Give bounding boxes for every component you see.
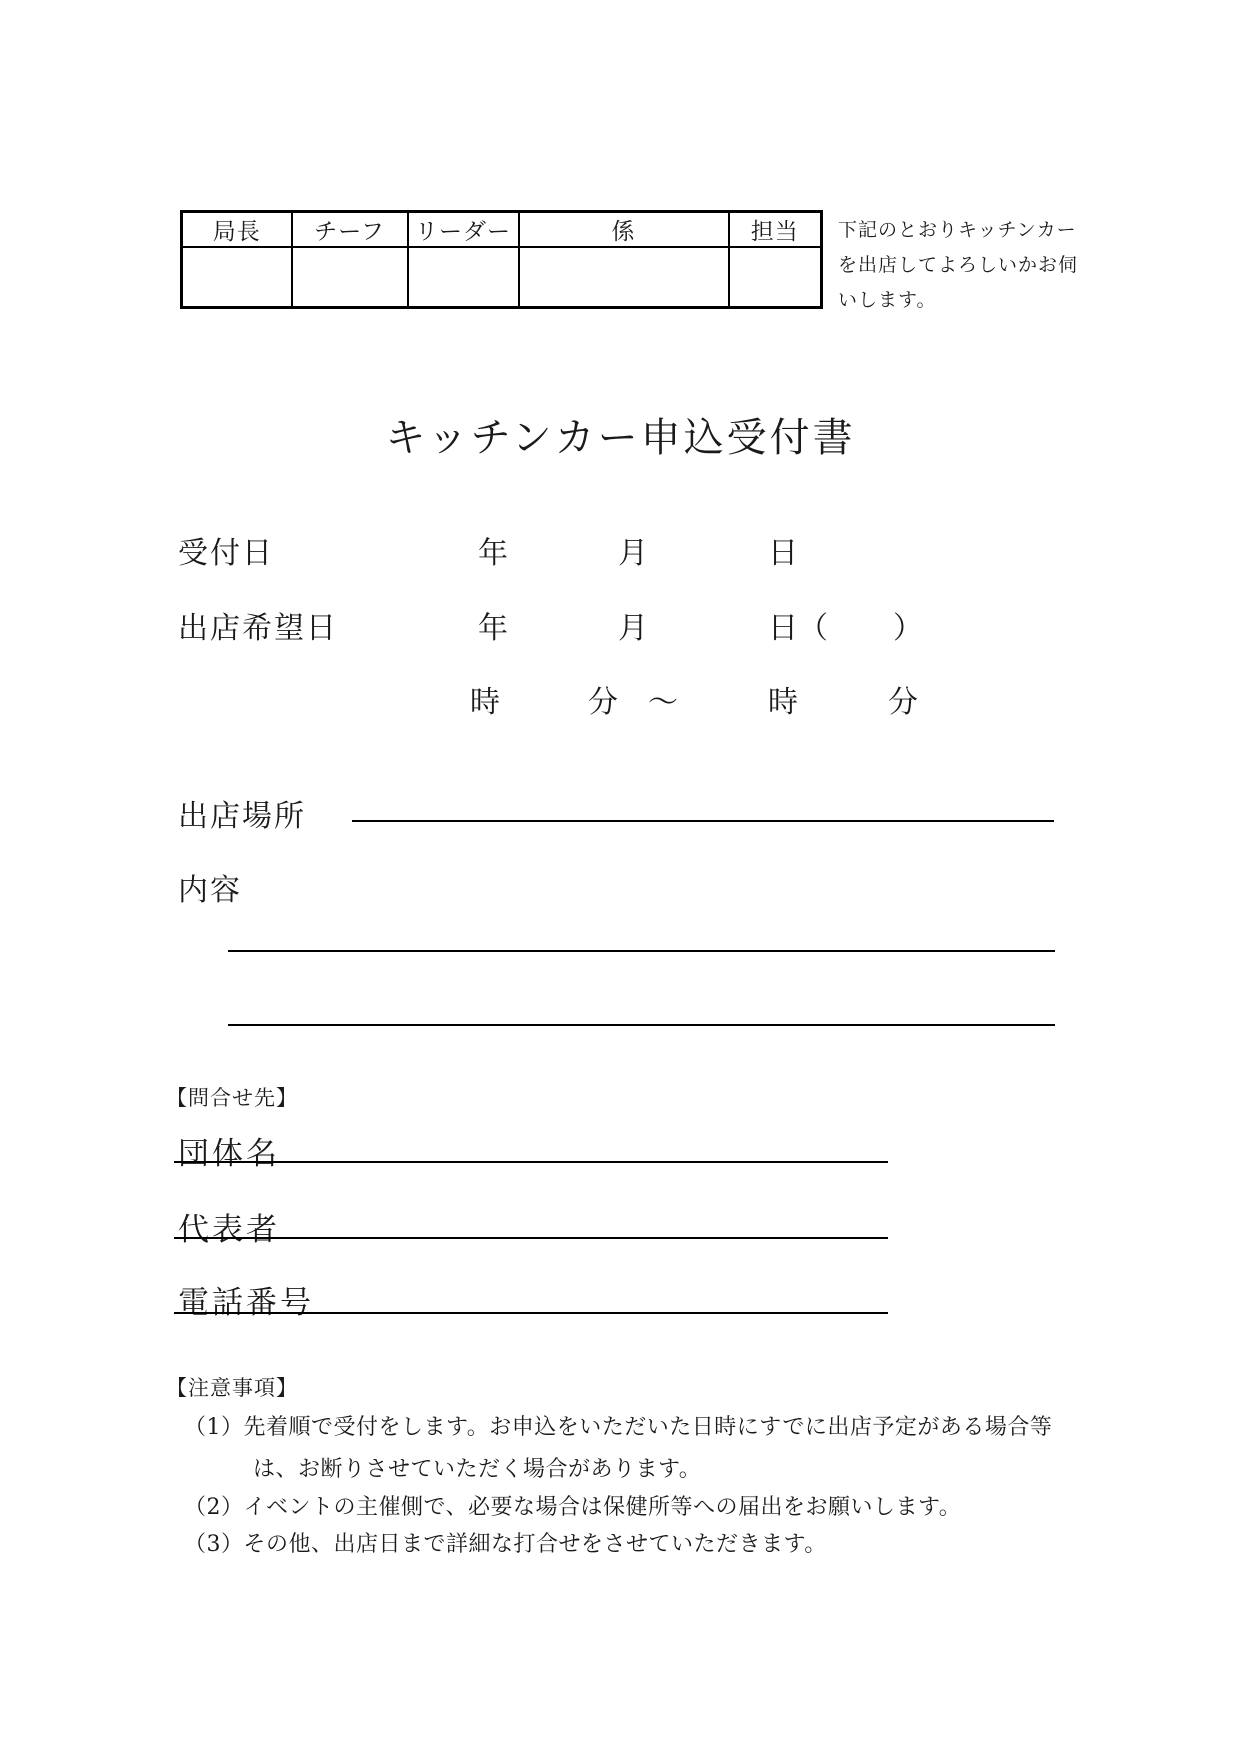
content-label: 内容 — [178, 873, 242, 908]
note-line-1-continued: は、お断りさせていただく場合があります。 — [253, 1457, 702, 1482]
location-label: 出店場所 — [178, 799, 306, 834]
approval-stamp-cell-leader — [408, 247, 519, 308]
approval-stamp-row — [182, 247, 822, 308]
organization-name-label: 団体名 — [178, 1136, 280, 1172]
organization-name-field-line — [174, 1161, 888, 1163]
weekday-open-paren: （ — [798, 611, 830, 646]
representative-field-line — [174, 1237, 888, 1239]
approval-stamp-cell-person — [729, 247, 822, 308]
reception-month-label: 月 — [618, 536, 650, 571]
phone-number-label: 電話番号 — [178, 1285, 314, 1321]
contact-heading: 【問合せ先】 — [166, 1087, 298, 1110]
side-note-line: 下記のとおりキッチンカー — [838, 220, 1077, 241]
note-line-1: （1）先着順で受付をします。お申込をいただいた日時にすでに出店予定がある場合等 — [184, 1415, 1053, 1440]
location-field-line — [352, 820, 1054, 822]
notes-heading: 【注意事項】 — [166, 1377, 298, 1400]
desired-year-label: 年 — [478, 611, 510, 646]
page-title: キッチンカー申込受付書 — [385, 415, 856, 461]
reception-day-label: 日 — [768, 536, 800, 571]
side-note-line: いします。 — [838, 290, 937, 311]
desired-day-label: 日 — [768, 611, 800, 646]
approval-stamp-cell-director — [182, 247, 292, 308]
desired-date-label: 出店希望日 — [178, 611, 338, 646]
approval-header-section: 係 — [519, 212, 729, 248]
desired-month-label: 月 — [618, 611, 650, 646]
start-hour-label: 時 — [470, 685, 502, 720]
phone-number-field-line — [174, 1312, 888, 1314]
end-minute-label: 分 — [888, 685, 920, 720]
approval-header-director: 局長 — [182, 212, 292, 248]
content-field-line-2 — [228, 1024, 1055, 1026]
approval-header-person: 担当 — [729, 212, 822, 248]
note-line-3: （3）その他、出店日まで詳細な打合せをさせていただきます。 — [184, 1532, 827, 1557]
time-range-tilde: ～ — [648, 685, 680, 720]
side-note-line: を出店してよろしいかお伺 — [838, 255, 1079, 276]
start-minute-label: 分 — [588, 685, 620, 720]
approval-header-leader: リーダー — [408, 212, 519, 248]
representative-label: 代表者 — [178, 1212, 280, 1248]
end-hour-label: 時 — [768, 685, 800, 720]
side-note — [838, 213, 1108, 318]
approval-stamp-table — [180, 210, 823, 309]
reception-year-label: 年 — [478, 536, 510, 571]
approval-stamp-cell-chief — [292, 247, 408, 308]
approval-stamp-cell-section — [519, 247, 729, 308]
approval-header-chief: チーフ — [292, 212, 408, 248]
content-field-line-1 — [228, 950, 1055, 952]
approval-header-row — [182, 212, 822, 248]
weekday-close-paren: ） — [893, 611, 925, 646]
reception-date-label: 受付日 — [178, 536, 274, 571]
note-line-2: （2）イベントの主催側で、必要な場合は保健所等への届出をお願いします。 — [184, 1495, 962, 1520]
